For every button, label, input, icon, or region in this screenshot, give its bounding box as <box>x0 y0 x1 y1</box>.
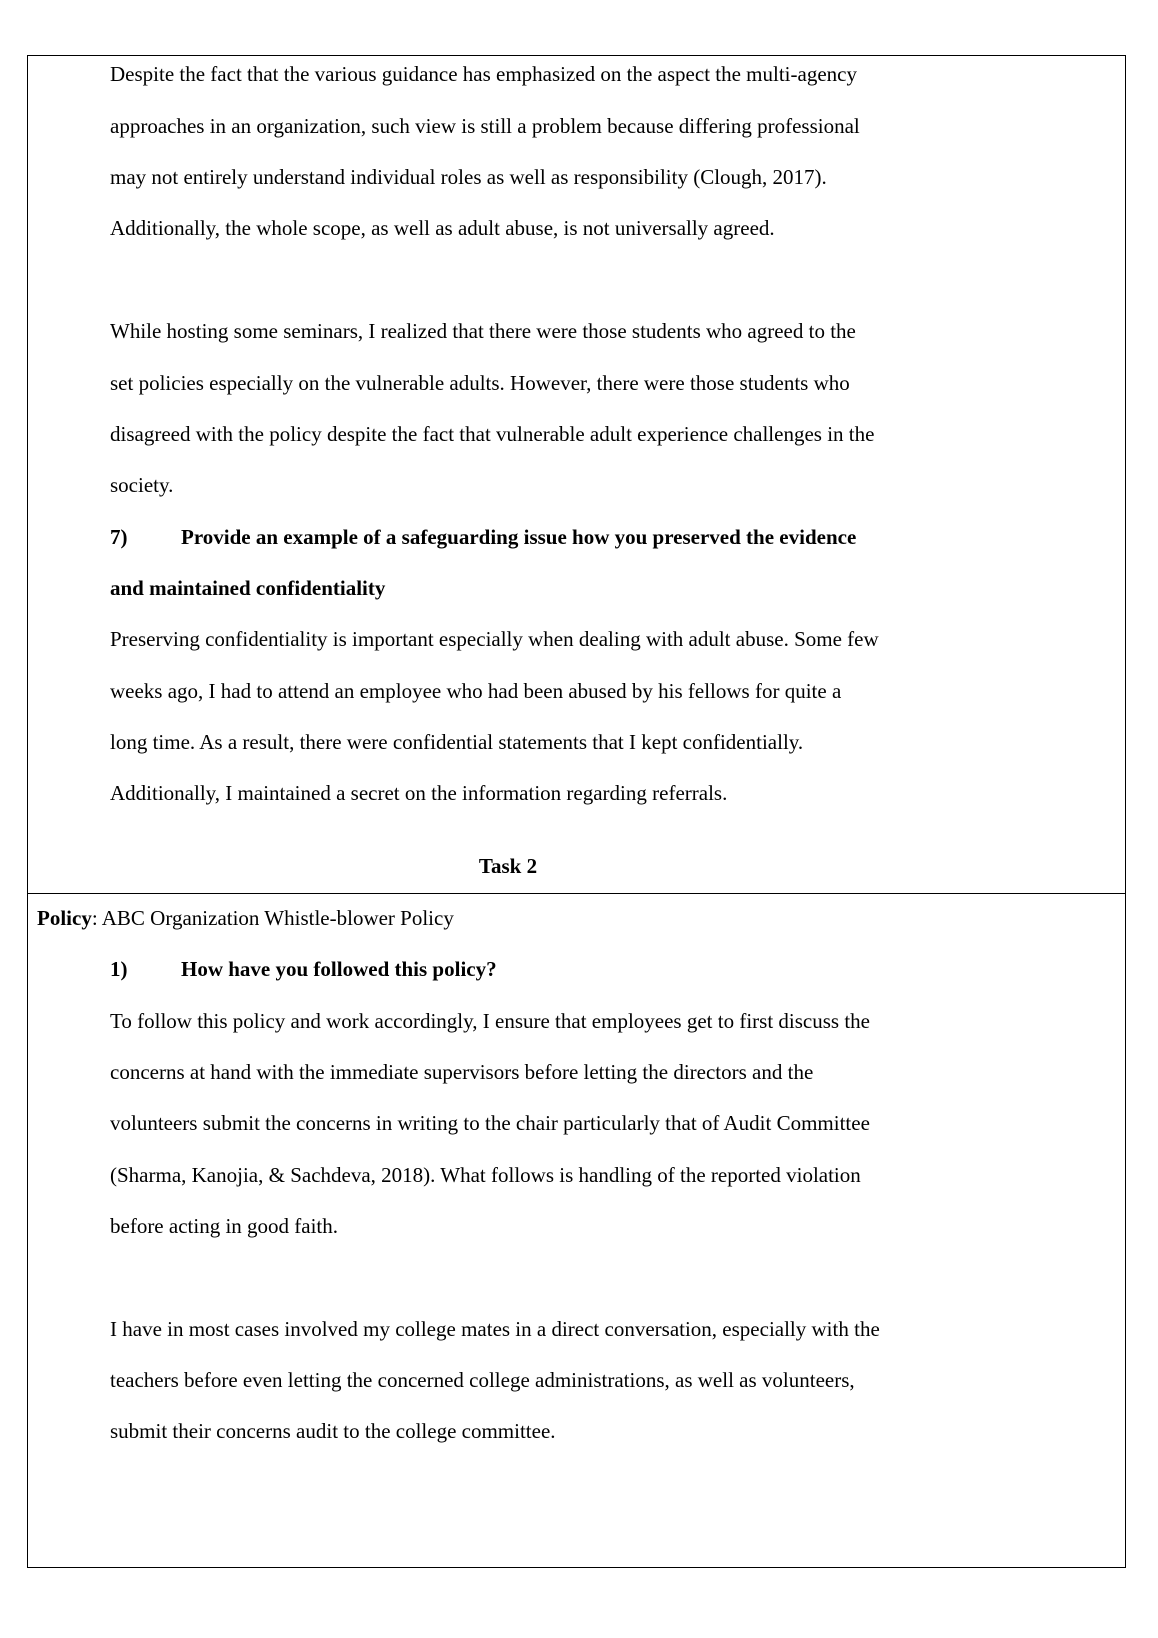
paragraph-line: To follow this policy and work accordingly, I ensure that employees get to first discuss the <box>110 1009 870 1033</box>
paragraph-line: Additionally, the whole scope, as well as adult abuse, is not universally agreed. <box>110 216 775 240</box>
document-table <box>27 55 1126 1568</box>
paragraph-line: weeks ago, I had to attend an employee who had been abused by his fellows for quite a <box>110 679 842 703</box>
paragraph-line: volunteers submit the concerns in writing to the chair particularly that of Audit Committee <box>110 1111 870 1135</box>
paragraph-line: While hosting some seminars, I realized that there were those students who agreed to the <box>110 319 856 343</box>
question-text: How have you followed this policy? <box>181 957 497 981</box>
paragraph-line: I have in most cases involved my college mates in a direct conversation, especially with the <box>110 1317 880 1341</box>
policy-line <box>37 905 454 931</box>
policy-text: : ABC Organization Whistle-blower Policy <box>91 906 454 930</box>
question-heading-1 <box>110 956 497 982</box>
paragraph-line: before acting in good faith. <box>110 1214 339 1238</box>
question-number: 1) <box>110 957 128 981</box>
task-title <box>28 853 988 879</box>
paragraph-line: set policies especially on the vulnerable adults. However, there were those students who <box>110 371 850 395</box>
question-number: 7) <box>110 525 128 549</box>
question-heading-7 <box>110 524 856 550</box>
question-text: Provide an example of a safeguarding issue how you preserved the evidence <box>181 525 857 549</box>
policy-label: Policy <box>37 906 92 930</box>
paragraph-line: approaches in an organization, such view is still a problem because differing professional <box>110 114 860 138</box>
paragraph-line: disagreed with the policy despite the fact that vulnerable adult experience challenges in the <box>110 422 875 446</box>
paragraph-line: (Sharma, Kanojia, & Sachdeva, 2018). What follows is handling of the reported violation <box>110 1163 861 1187</box>
question-text-continued: and maintained confidentiality <box>110 576 386 600</box>
paragraph-line: Additionally, I maintained a secret on the information regarding referrals. <box>110 781 728 805</box>
paragraph-line: submit their concerns audit to the college committee. <box>110 1419 556 1443</box>
paragraph-line: may not entirely understand individual roles as well as responsibility (Clough, 2017). <box>110 165 827 189</box>
paragraph-line: society. <box>110 473 174 497</box>
paragraph-line: concerns at hand with the immediate supervisors before letting the directors and the <box>110 1060 814 1084</box>
paragraph-line: teachers before even letting the concerned college administrations, as well as volunteers, <box>110 1368 855 1392</box>
paragraph-line: Preserving confidentiality is important especially when dealing with adult abuse. Some few <box>110 627 879 651</box>
paragraph-line: long time. As a result, there were confidential statements that I kept confidentially. <box>110 730 804 754</box>
row-divider <box>28 893 1125 894</box>
task-title-text: Task 2 <box>478 854 538 878</box>
paragraph-line: Despite the fact that the various guidance has emphasized on the aspect the multi-agency <box>110 62 857 86</box>
